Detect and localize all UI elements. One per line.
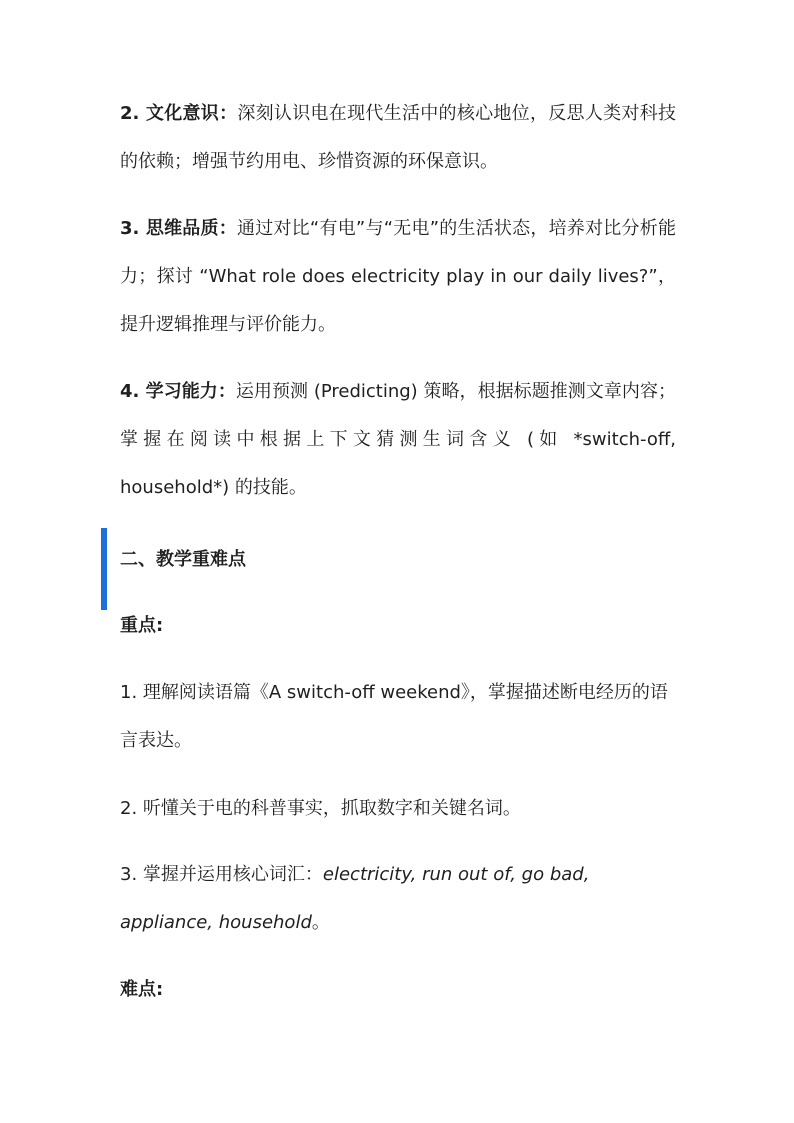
key-point-item-3-suffix: 。 <box>311 912 330 933</box>
key-point-item-3-terms: electricity, run out of, go bad, appliance, household <box>120 864 590 933</box>
key-point-item-1: 1. 理解阅读语篇《A switch-off weekend》，掌握描述断电经历的语言表达。 <box>120 682 668 751</box>
objective-thinking <box>120 205 676 349</box>
section-accent-bar <box>101 528 107 610</box>
section-title: 二、教学重难点 <box>120 549 246 570</box>
objective-thinking-text: 通过对比“有电”与“无电”的生活状态，培养对比分析能力；探讨 “What role does electricity play in our daily lives?”，提升逻辑推理与评价能力。 <box>120 218 676 335</box>
key-points-heading: 重点: <box>120 615 164 636</box>
objective-learning <box>120 368 676 512</box>
objective-thinking-label: 3. 思维品质： <box>120 218 237 239</box>
objective-learning-label: 4. 学习能力： <box>120 381 236 402</box>
objective-culture-text: 深刻认识电在现代生活中的核心地位，反思人类对科技的依赖；增强节约用电、珍惜资源的环保意识。 <box>120 103 676 172</box>
key-point-item-2: 2. 听懂关于电的科普事实，抓取数字和关键名词。 <box>120 798 521 819</box>
objective-culture <box>120 90 676 186</box>
objective-culture-label: 2. 文化意识： <box>120 103 238 124</box>
key-point-item-3 <box>120 851 676 947</box>
key-point-item-3-prefix: 3. 掌握并运用核心词汇： <box>120 864 323 885</box>
difficult-points-heading: 难点: <box>120 979 164 1000</box>
objective-learning-text: 运用预测 (Predicting) 策略，根据标题推测文章内容；掌握在阅读中根据上下文猜测生词含义 (如 *switch-off, household*) 的技能。 <box>120 381 676 498</box>
